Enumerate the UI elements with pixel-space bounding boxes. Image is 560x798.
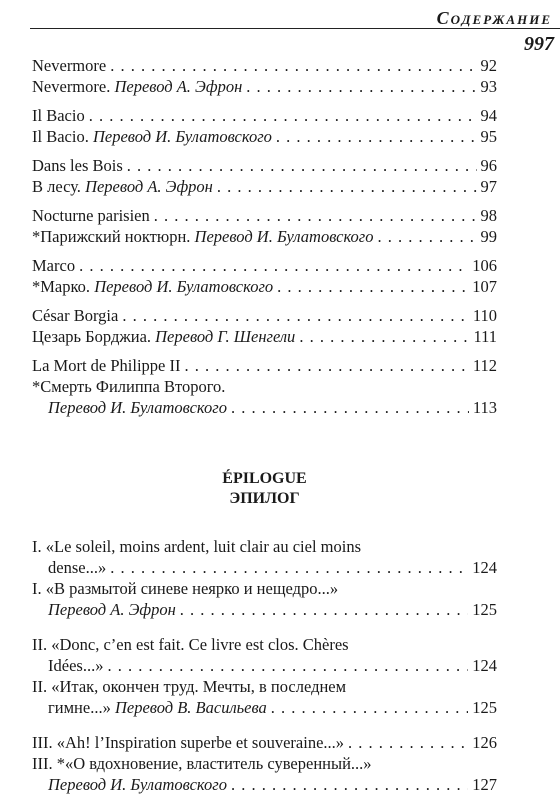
- epilogue-entry-1-line-1: I. «Le soleil, moins ardent, luit clair au ciel moins: [32, 537, 362, 556]
- toc-entry-page: 112: [472, 356, 497, 375]
- toc-entry-page: 94: [480, 106, 497, 125]
- leader-dots: [217, 177, 477, 197]
- leader-dots: [277, 277, 468, 297]
- toc-entry: [32, 377, 497, 398]
- leader-dots: [154, 206, 477, 226]
- epilogue-entry-3-page: 124: [472, 656, 497, 675]
- toc-entry-page: 106: [472, 256, 497, 275]
- toc-entry: [32, 177, 497, 198]
- header-title: ОДЕРЖАНИЕ: [450, 12, 552, 27]
- epilogue-entry-3-line-2: Idées...»: [48, 656, 104, 675]
- toc-entry-title: Цезарь Борджиа. Перевод Г. Шенгели: [32, 327, 296, 346]
- header-initial: С: [436, 8, 451, 28]
- toc-entry: [32, 206, 497, 227]
- epilogue-entry-4: [32, 698, 497, 719]
- epilogue-entry-1: [32, 558, 497, 579]
- epilogue-entry-4-translator: Перевод В. Васильева: [114, 698, 267, 717]
- toc-entry: [32, 356, 497, 377]
- toc-entry-title: Il Bacio: [32, 106, 85, 125]
- toc-entry-title: Dans les Bois: [32, 156, 123, 175]
- toc-entry-title: *Смерть Филиппа Второго.: [32, 377, 226, 396]
- epilogue-entry-6-line-1: III. *«О вдохновение, властитель суверенный...»: [32, 754, 372, 773]
- leader-dots: [184, 356, 468, 376]
- section-title-ru: ЭПИЛОГ: [229, 490, 300, 507]
- toc-entry-title: La Mort de Philippe II: [32, 356, 181, 375]
- leader-dots: [110, 558, 468, 578]
- toc-entry-page: 111: [473, 327, 497, 346]
- toc-entry-page: 92: [480, 56, 497, 75]
- epilogue-entry-6-translator: Перевод И. Булатовского: [48, 775, 227, 794]
- toc-entry-page: 113: [472, 398, 497, 417]
- leader-dots: [348, 733, 468, 753]
- toc-entry-title: [48, 398, 227, 418]
- toc-entry-translator: Перевод А. Эфрон: [85, 177, 213, 196]
- epilogue-entry-5-page: 126: [472, 733, 497, 752]
- epilogue-entry-3: [32, 656, 497, 677]
- running-header: [437, 8, 552, 29]
- toc-entry-title: *Марко. Перевод И. Булатовского: [32, 277, 274, 296]
- leader-dots: [89, 106, 477, 126]
- toc-entry: [32, 256, 497, 277]
- toc-entry-translator: Перевод А. Эфрон: [114, 77, 243, 96]
- toc-entry-title: Marco: [32, 256, 76, 275]
- epilogue-entry-4-line-2: гимне...»: [48, 698, 111, 717]
- section-title-fr: ÉPILOGUE: [222, 470, 307, 487]
- toc-entry: [32, 106, 497, 127]
- toc-entry-page: 96: [480, 156, 497, 175]
- epilogue-entry-2-translator: Перевод А. Эфрон: [48, 600, 176, 619]
- page-number: 997: [524, 33, 554, 55]
- leader-dots: [110, 56, 476, 76]
- toc-entry-title: Il Bacio. Перевод И. Булатовского: [32, 127, 272, 146]
- epilogue-entry-5-title: III. «Ah! l’Inspiration superbe et souveraine...»: [32, 733, 345, 752]
- toc-list: [32, 56, 497, 419]
- toc-entry-page: 98: [480, 206, 497, 225]
- epilogue-entry-4-page: 125: [472, 698, 497, 717]
- toc-entry-translator: Перевод Г. Шенгели: [155, 327, 296, 346]
- leader-dots: [79, 256, 468, 276]
- toc-entry: [32, 306, 497, 327]
- toc-entry-translator: Перевод И. Булатовского: [48, 398, 227, 417]
- table-of-contents: [32, 56, 497, 796]
- epilogue-entry-2-page: 125: [472, 600, 497, 619]
- toc-entry-title: Nevermore. Перевод А. Эфрон: [32, 77, 243, 96]
- toc-entry-page: 97: [480, 177, 497, 196]
- toc-entry-title: César Borgia: [32, 306, 119, 325]
- leader-dots: [122, 306, 469, 326]
- toc-entry: [32, 277, 497, 298]
- leader-dots: [127, 156, 477, 176]
- epilogue-entry-1-line-2: dense...»: [48, 558, 107, 577]
- toc-entry: [32, 77, 497, 98]
- toc-entry: [32, 227, 497, 248]
- leader-dots: [299, 327, 469, 347]
- toc-entry: [32, 127, 497, 148]
- leader-dots: [231, 398, 469, 418]
- toc-entry-title: Nevermore: [32, 56, 107, 75]
- toc-entry-page: 107: [472, 277, 497, 296]
- epilogue-entry-6: [32, 775, 497, 796]
- toc-entry: [32, 327, 497, 348]
- leader-dots: [246, 77, 476, 97]
- epilogue-entry-2: [32, 600, 497, 621]
- toc-entry-translator: Перевод И. Булатовского: [94, 277, 274, 296]
- header-rule: [30, 28, 560, 29]
- toc-entry: [32, 56, 497, 77]
- toc-entry: [32, 398, 497, 419]
- toc-entry-page: 99: [480, 227, 497, 246]
- toc-entry-title: Nocturne parisien: [32, 206, 150, 225]
- epilogue-entry-5: [32, 733, 497, 754]
- toc-entry-translator: Перевод И. Булатовского: [92, 127, 272, 146]
- epilogue-entry-3-line-1: II. «Donc, c’en est fait. Ce livre est clos. Chères: [32, 635, 349, 654]
- toc-entry-translator: Перевод И. Булатовского: [194, 227, 374, 246]
- toc-entry-title: В лесу. Перевод А. Эфрон: [32, 177, 213, 196]
- leader-dots: [107, 656, 468, 676]
- leader-dots: [276, 127, 477, 147]
- leader-dots: [180, 600, 468, 620]
- toc-entry-page: 95: [480, 127, 497, 146]
- toc-entry-page: 110: [472, 306, 497, 325]
- epilogue-entry-6-page: 127: [472, 775, 497, 794]
- toc-entry-page: 93: [480, 77, 497, 96]
- leader-dots: [231, 775, 468, 795]
- toc-entry: [32, 156, 497, 177]
- epilogue-entry-2-line-1: I. «В размытой синеве неярко и нещедро...»: [32, 579, 339, 598]
- epilogue-entry-1-page: 124: [472, 558, 497, 577]
- toc-entry-title: *Парижский ноктюрн. Перевод И. Булатовского: [32, 227, 374, 246]
- leader-dots: [271, 698, 468, 718]
- leader-dots: [378, 227, 477, 247]
- epilogue-entry-4-line-1: II. «Итак, окончен труд. Мечты, в последнем: [32, 677, 347, 696]
